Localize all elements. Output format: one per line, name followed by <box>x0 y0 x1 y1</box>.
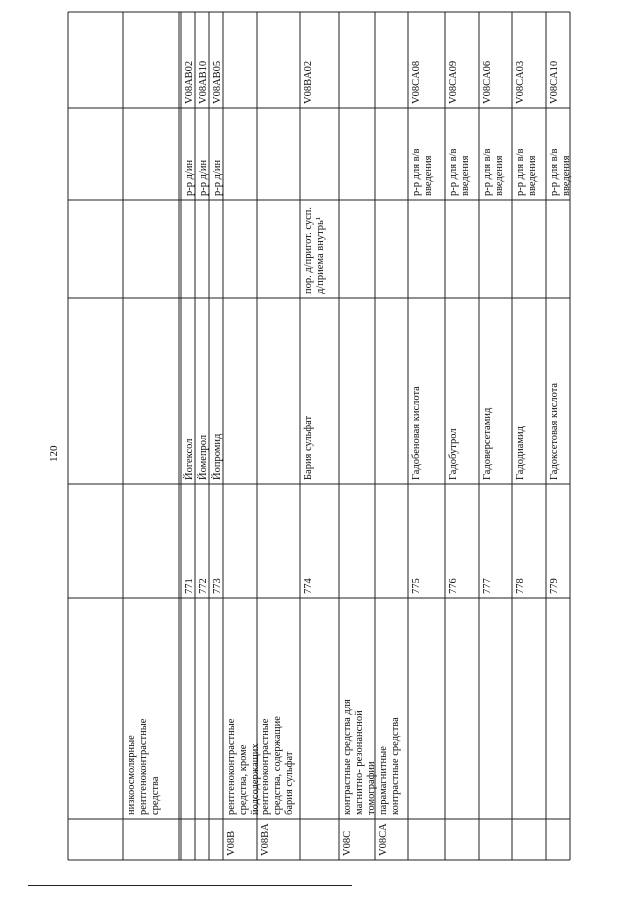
cell-group <box>257 598 300 819</box>
group-line: средства, кроме <box>238 744 249 815</box>
group-line: томографии <box>366 761 377 815</box>
cell-drug <box>512 298 546 484</box>
atc-text: V08C <box>342 830 353 856</box>
num-text: 771 <box>184 578 195 594</box>
atc-text: V08BA <box>260 823 271 856</box>
cell-group <box>375 598 408 819</box>
drug-text: Гадобутрол <box>448 428 459 480</box>
cell-drug <box>408 298 445 484</box>
cell-form1 <box>445 108 479 200</box>
cell-form1 <box>512 108 546 200</box>
cell-num <box>512 484 546 598</box>
cell-drug <box>209 298 223 484</box>
group-line: средства <box>150 776 161 815</box>
form1-text: р-р д/ин <box>212 159 223 196</box>
cell-drug <box>445 298 479 484</box>
cell-drug <box>181 298 195 484</box>
atc-text: V08B <box>226 830 237 856</box>
group-line: рентгеноконтрастные <box>138 718 149 815</box>
num-text: 776 <box>448 578 459 594</box>
cell-group <box>123 598 179 819</box>
cell-group <box>223 598 261 819</box>
cell-code <box>300 12 339 108</box>
page-number: 120 <box>48 445 60 462</box>
form2-text: пор. д/пригот. сусп. д/приема внутрь¹ <box>303 207 326 294</box>
num-text: 778 <box>515 578 526 594</box>
cell-form1 <box>209 108 223 200</box>
form1-text: р-р для в/в введения <box>411 148 434 196</box>
cell-num <box>479 484 512 598</box>
cell-num <box>546 484 570 598</box>
cell-num <box>209 484 223 598</box>
cell-atc <box>375 819 408 860</box>
group-line: контрастные средства <box>390 717 401 815</box>
cell-code <box>479 12 512 108</box>
code-text: V08CA03 <box>515 60 526 104</box>
drug-text: Гадоксетовая кислота <box>549 382 560 480</box>
cell-group <box>339 598 375 819</box>
cell-code <box>546 12 570 108</box>
form1-text: р-р д/ин <box>198 159 209 196</box>
code-text: V08AB05 <box>212 60 223 104</box>
cell-num <box>195 484 209 598</box>
cell-atc <box>339 819 375 860</box>
drug-text: Йомепрол <box>198 434 209 480</box>
group-line: низкоосмолярные <box>126 735 137 815</box>
form1-text: р-р для в/в введения <box>482 148 505 196</box>
form1-text: р-р для в/в введения <box>549 148 572 196</box>
code-text: V08AB10 <box>198 60 209 104</box>
footnote-separator <box>28 885 352 886</box>
cell-num <box>408 484 445 598</box>
cell-code <box>512 12 546 108</box>
num-text: 775 <box>411 578 422 594</box>
cell-atc <box>257 819 300 860</box>
num-text: 779 <box>549 578 560 594</box>
num-text: 777 <box>482 578 493 594</box>
drug-text: Йогексол <box>184 438 195 480</box>
code-text: V08CA10 <box>549 60 560 104</box>
cell-code <box>181 12 195 108</box>
group-line: рентгеноконтрастные <box>226 718 237 815</box>
code-text: V08CA06 <box>482 60 493 104</box>
code-text: V08CA08 <box>411 60 422 104</box>
drug-text: Йопромид <box>212 433 223 480</box>
medicine-table <box>68 12 570 860</box>
cell-form1 <box>479 108 512 200</box>
cell-form1 <box>408 108 445 200</box>
cell-drug <box>546 298 570 484</box>
drug-text: Гадоверсетамид <box>482 407 493 480</box>
group-line: бария сульфат <box>284 751 295 815</box>
group-line: магнитно- резонансной <box>354 710 365 815</box>
cell-drug <box>195 298 209 484</box>
cell-atc <box>223 819 257 860</box>
cell-drug <box>479 298 512 484</box>
cell-form1 <box>195 108 209 200</box>
code-text: V08BA02 <box>303 60 314 104</box>
cell-code <box>209 12 223 108</box>
num-text: 774 <box>303 578 314 594</box>
num-text: 772 <box>198 578 209 594</box>
cell-num <box>300 484 339 598</box>
drug-text: Гадодиамид <box>515 426 526 480</box>
drug-text: Гадобеновая кислота <box>411 386 422 480</box>
atc-text: V08CA <box>378 823 389 856</box>
group-line: контрастные средства для <box>342 699 353 815</box>
cell-code <box>195 12 209 108</box>
code-text: V08AB02 <box>184 60 195 104</box>
group-line: рентгеноконтрастные <box>260 718 271 815</box>
form1-text: р-р д/ин <box>184 159 195 196</box>
num-text: 773 <box>212 578 223 594</box>
group-line: средства, содержащие <box>272 716 283 815</box>
form1-text: р-р для в/в введения <box>448 148 471 196</box>
cell-code <box>408 12 445 108</box>
cell-num <box>181 484 195 598</box>
cell-form2 <box>300 200 339 298</box>
cell-code <box>445 12 479 108</box>
cell-form1 <box>181 108 195 200</box>
group-line: парамагнитные <box>378 746 389 815</box>
cell-drug <box>300 298 339 484</box>
cell-num <box>445 484 479 598</box>
group-line: йодсодержащих <box>250 743 261 815</box>
code-text: V08CA09 <box>448 60 459 104</box>
drug-text: Бария сульфат <box>303 415 314 480</box>
cell-form1 <box>546 108 570 200</box>
form1-text: р-р для в/в введения <box>515 148 538 196</box>
